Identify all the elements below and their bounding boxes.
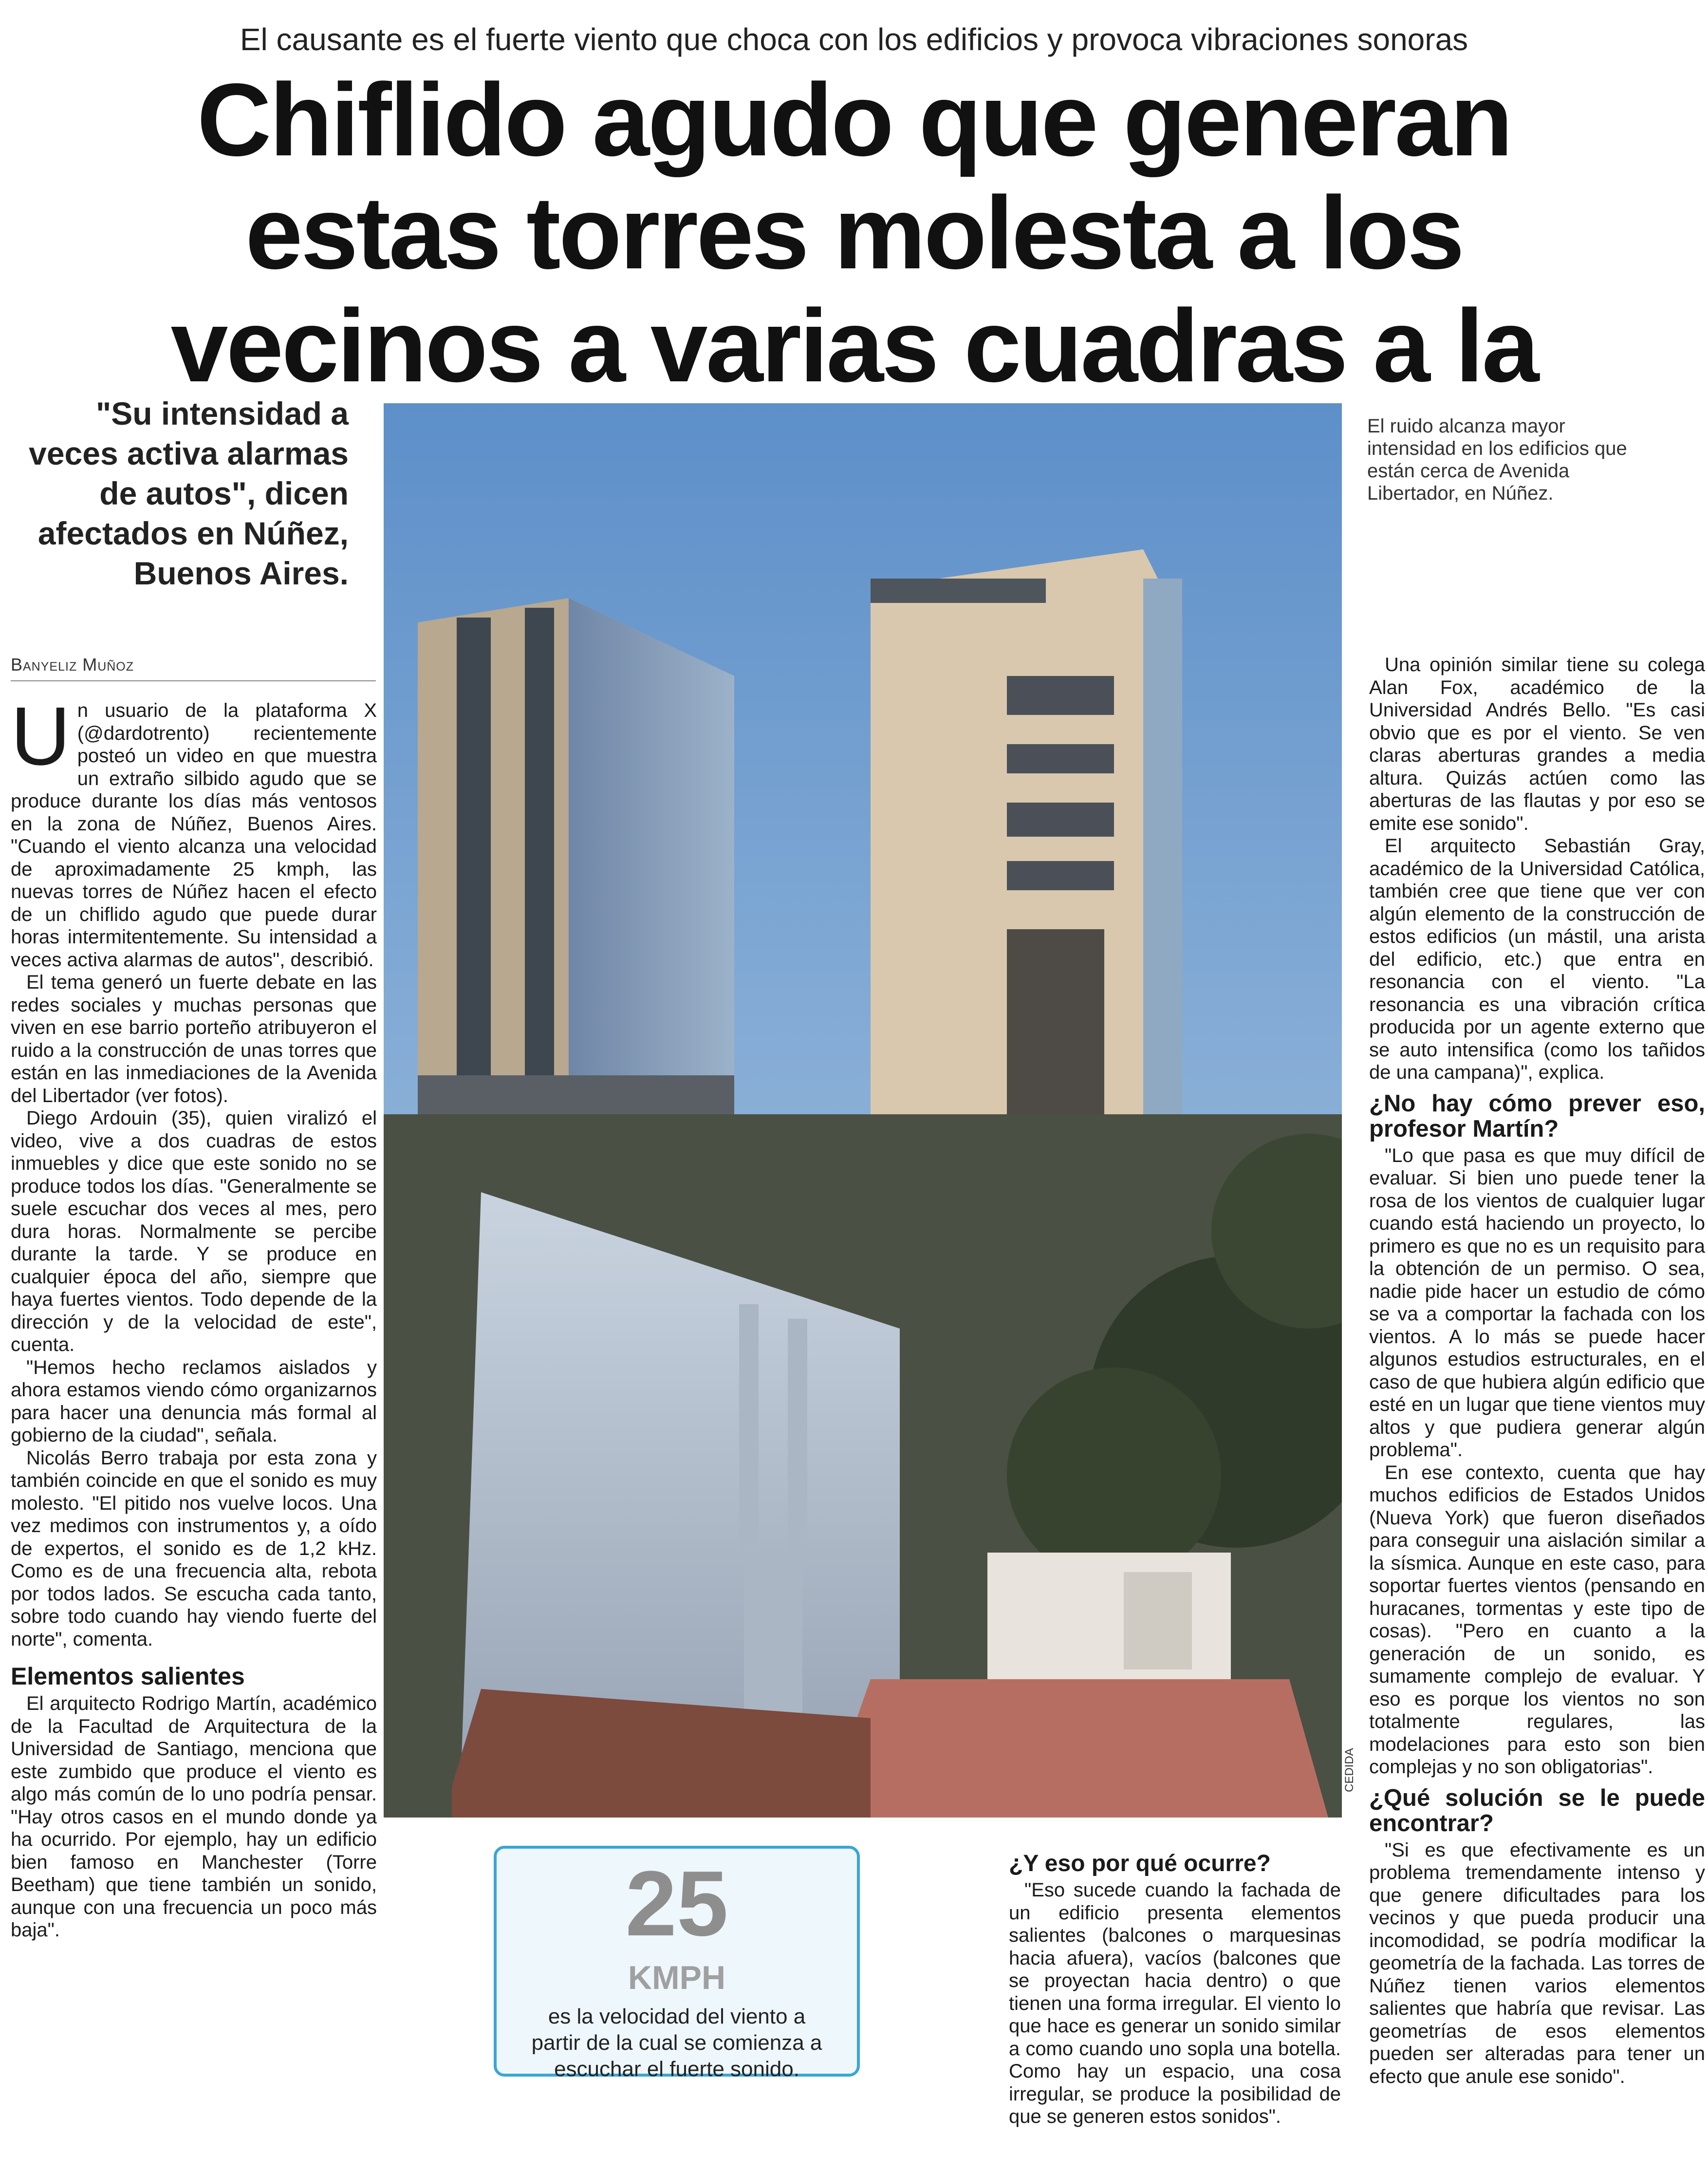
paragraph: "Hemos hecho reclamos aislados y ahora estamos viendo cómo organizarnos para hacer una denuncia más formal al gobierno de la ciudad", señala.: [11, 1356, 377, 1446]
headline: Chiflido agudo que generan estas torres molesta a los vecinos a varias cuadras a la: [170, 62, 1538, 403]
paragraph: Diego Ardouin (35), quien viralizó el video, vive a dos cuadras de estos inmuebles y dice que este sonido no se produce todos los días. "Generalmente se suele escuchar dos veces al mes, pero dura horas. Normalmente se percibe durante la tarde. Y se produce en cualquier época del año, siempre que haya fuertes vientos. Todo depende de la dirección y de la velocidad de este", cuenta.: [11, 1107, 377, 1355]
photo-caption: El ruido alcanza mayor intensidad en los edificios que están cerca de Avenida Libertador, en Núñez.: [1367, 415, 1627, 504]
stat-box: [494, 1846, 860, 2081]
paragraph: "Si es que efectivamente es un problema tremendamente intenso y que genere dificultades para los vecinos y que pueda producir una incomodidad, se podría modificar la geometría de la fachada. Las torres de Núñez tienen varios elementos salientes que habría que revisar. Las geometrías de esos elementos pueden ser alteradas para tener un efecto que anule ese sonido".: [1369, 1839, 1705, 2087]
subheading: Elementos salientes: [11, 1663, 245, 1690]
column-left: [11, 690, 377, 1942]
stat-unit: KMPH: [628, 1959, 726, 1996]
column-middle: [1009, 1851, 1341, 2128]
paragraph: Nicolás Berro trabaja por esta zona y también coincide en que el sonido es muy molesto. "El pitido nos vuelve locos. Una vez medimos con instrumentos y, a oído de expertos, el sonido es de 1,2 kHz. Como es de una frecuencia alta, rebota por todos lados. Se escucha cada tanto, sobre todo cuando hay viendo fuerte del norte", comenta.: [11, 1447, 377, 1650]
subheading: ¿Y eso por qué ocurre?: [1009, 1851, 1271, 1876]
paragraph: En ese contexto, cuenta que hay muchos edificios de Estados Unidos (Nueva York) que fueron diseñados para conseguir una aislación similar a la sísmica. Aunque en este caso, para soportar fuertes vientos (pensando en huracanes, tormentas y este tipo de cosas). "Pero en cuanto a la generación de un sonido, es sumamente complejo de evaluar. Y eso es porque los vientos no son totalmente regulares, las modelaciones para esto son bien complejas y no son obligatorias".: [1369, 1462, 1705, 1778]
column-right: [1369, 654, 1705, 2088]
paragraph: El tema generó un fuerte debate en las redes sociales y muchas personas que viven en ese barrio porteño atribuyeron el ruido a la construcción de unas torres que están en las inmediaciones de la Avenida del Libertador (ver fotos).: [11, 972, 377, 1106]
drop-cap: U: [11, 690, 71, 783]
paragraph: Una opinión similar tiene su colega Alan Fox, académico de la Universidad Andrés Bello. "Es casi obvio que es por el viento. Se ven claras aberturas grandes a media altura. Quizás actúen como las aberturas de las flautas y por eso se emite ese sonido".: [1369, 654, 1705, 834]
paragraph: "Lo que pasa es que muy difícil de evaluar. Si bien uno puede tener la rosa de los vientos de cualquier lugar cuando está haciendo un proyecto, lo primero es que no es un requisito para la obtención de un permiso. O sea, nadie pide hacer un estudio de cómo se va a comportar la fachada con los vientos. A lo más se puede hacer algunos estudios estructurales, en el caso de que hubiera algún edificio que esté en un lugar que tiene vientos muy altos y que pudiera generar algún problema".: [1369, 1144, 1705, 1461]
pull-quote: "Su intensidad a veces activa alarmas de autos", dicen afectados en Núñez, Buenos Aires.: [29, 395, 349, 591]
paragraph: El arquitecto Rodrigo Martín, académico de la Facultad de Arquitectura de la Universidad de Santiago, menciona que este zumbido que produce el viento es algo más común de lo uno podría pensar. "Hay otros casos en el mundo donde ya ha ocurrido. Por ejemplo, hay un edificio bien famoso en Manchester (Torre Beetham) que tiene también un sonido, aunque con una frecuencia un poco más baja".: [11, 1693, 377, 1941]
towers-photo: [384, 403, 1342, 1818]
paragraph-text: n usuario de la plataforma X (@dardotrento) recientemente posteó un video en que muestra un extraño silbido agudo que se produce durante los días más ventosos en la zona de Núñez, Buenos Aires. "Cuando el viento alcanza una velocidad de aproximadamente 25 kmph, las nuevas torres de Núñez hacen el efecto de un chiflido agudo que puede durar horas intermitentemente. Su intensidad a veces activa alarmas de autos", describió.: [11, 700, 377, 971]
paragraph: "Eso sucede cuando la fachada de un edificio presenta elementos salientes (balcones o marquesinas hacia afuera), vacíos (balcones que se proyectan hacia dentro) o que tienen una forma irregular. El viento lo que hace es generar un sonido similar a como cuando uno sopla una botella. Como hay un espacio, una cosa irregular, se produce la posibilidad de que se generen estos sonidos".: [1009, 1879, 1341, 2127]
kicker: El causante es el fuerte viento que choca con los edificios y provoca vibraciones sonoras: [240, 22, 1468, 57]
byline: Banyeliz Muñoz: [11, 655, 134, 675]
paragraph: El arquitecto Sebastián Gray, académico de la Universidad Católica, también cree que tiene que ver con algún elemento de la construcción de estos edificios (un mástil, una arista del edificio, etc.) que entra en resonancia con el viento. "La resonancia es una vibración crítica producida por un agente externo que se auto intensifica (como los tañidos de una campana)", explica.: [1369, 835, 1705, 1083]
stat-number: 25: [625, 1852, 728, 1955]
subheading: ¿No hay cómo prever eso, profesor Martín?: [1369, 1090, 1705, 1142]
towers-illustration: [384, 403, 1342, 1818]
subheading: ¿Qué solución se le puede encontrar?: [1369, 1784, 1705, 1837]
photo-credit: CEDIDA: [1343, 1748, 1356, 1792]
stat-description: es la velocidad del viento a partir de la cual se comienza a escuchar el fuerte sonido.: [531, 2005, 822, 2081]
byline-divider: [11, 680, 376, 681]
paragraph: [11, 690, 377, 971]
